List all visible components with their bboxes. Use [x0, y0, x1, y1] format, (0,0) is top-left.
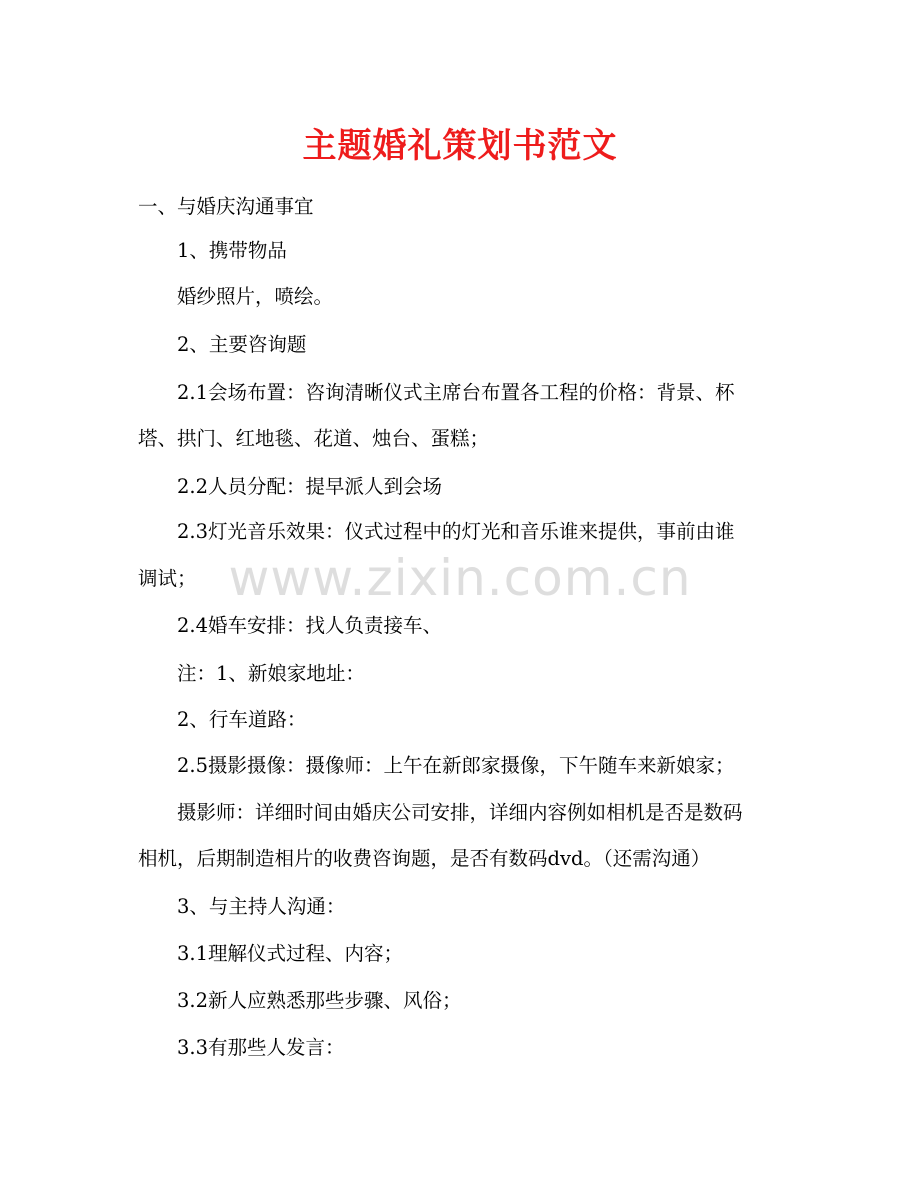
- subheading-items: 1、携带物品: [177, 239, 287, 262]
- paragraph-line: 2.3灯光音乐效果：仪式过程中的灯光和音乐谁来提供，事前由谁: [177, 520, 735, 543]
- paragraph-line: 婚纱照片，喷绘。: [177, 285, 334, 308]
- subheading-host: 3、与主持人沟通：: [177, 895, 346, 918]
- paragraph-line: 相机，后期制造相片的收费咨询题，是否有数码dvd。（还需沟通）: [138, 847, 711, 870]
- paragraph-line: 2、行车道路：: [177, 708, 307, 731]
- paragraph-line: 注：1、新娘家地址：: [177, 662, 365, 685]
- paragraph-line: 2.5摄影摄像：摄像师：上午在新郎家摄像，下午随车来新娘家；: [177, 754, 735, 777]
- paragraph-line: 3.1理解仪式过程、内容；: [177, 942, 404, 965]
- paragraph-line: 2.4婚车安排：找人负责接车、: [177, 614, 443, 637]
- paragraph-line: 摄影师：详细时间由婚庆公司安排，详细内容例如相机是否是数码: [177, 801, 743, 824]
- paragraph-line: 2.2人员分配：提早派人到会场: [177, 475, 443, 498]
- paragraph-line: 2.1会场布置：咨询清晰仪式主席台布置各工程的价格：背景、杯: [177, 381, 735, 404]
- watermark: www.zixin.com.cn: [228, 549, 692, 607]
- subheading-consult: 2、主要咨询题: [177, 333, 307, 356]
- paragraph-line: 调试；: [138, 567, 197, 590]
- document-title: 主题婚礼策划书范文: [302, 126, 618, 166]
- heading-section-1: 一、与婚庆沟通事宜: [138, 195, 314, 218]
- paragraph-line: 3.2新人应熟悉那些步骤、风俗；: [177, 989, 462, 1012]
- paragraph-line: 3.3有那些人发言：: [177, 1036, 345, 1059]
- paragraph-line: 塔、拱门、红地毯、花道、烛台、蛋糕；: [138, 427, 490, 450]
